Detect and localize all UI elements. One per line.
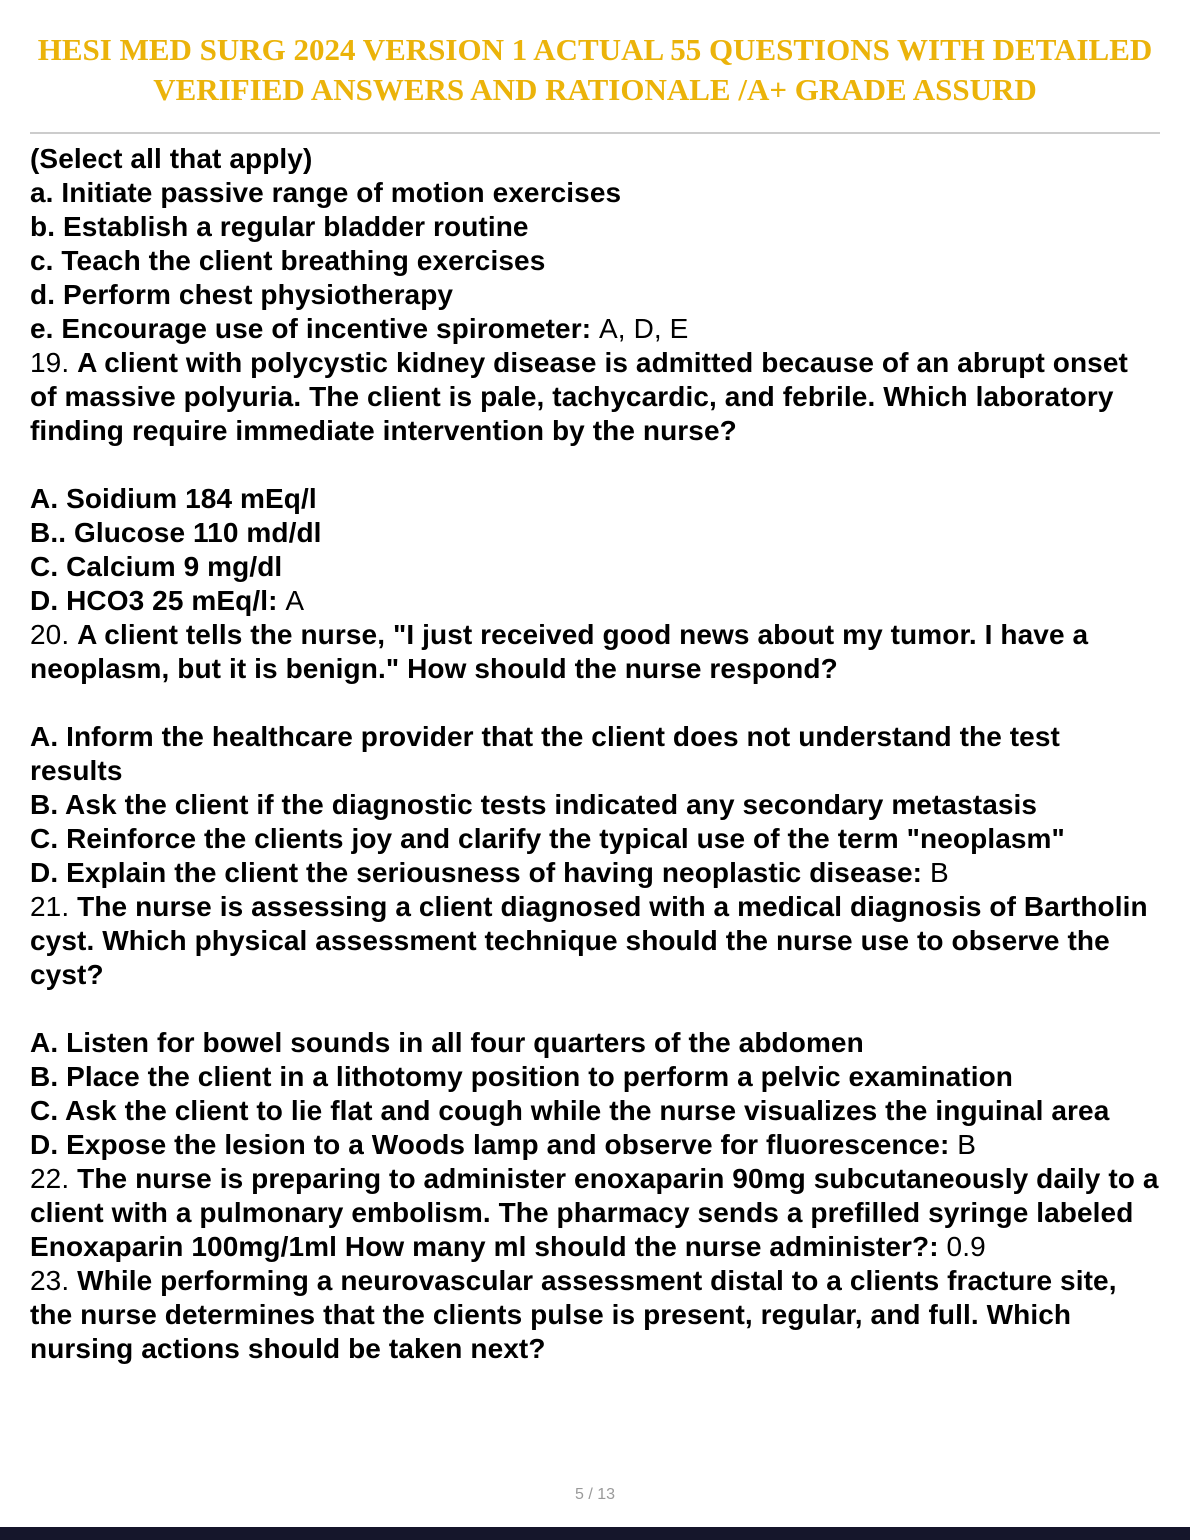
question-text: The nurse is preparing to administer enoxaparin 90mg subcutaneously daily to a client with a pulmonary embolism. The pharmacy sends a prefilled syringe labeled Enoxaparin 100mg/1ml How many ml should the nurse administer?: <box>30 1163 1159 1262</box>
option-text: B.. Glucose 110 md/dl <box>30 517 322 548</box>
option-line-c <box>30 550 1160 584</box>
option-text: A. Soidium 184 mEq/l <box>30 483 317 514</box>
option-line-d <box>30 584 1160 618</box>
question-20 <box>30 618 1160 686</box>
option-line-d <box>30 1128 1160 1162</box>
document-title-line1: HESI MED SURG 2024 VERSION 1 ACTUAL 55 QUESTIONS WITH DETAILED <box>37 32 1153 67</box>
option-text: c. Teach the client breathing exercises <box>30 245 546 276</box>
option-text: A. Inform the healthcare provider that the client does not understand the test results <box>30 721 1060 786</box>
option-text: A. Listen for bowel sounds in all four quarters of the abdomen <box>30 1027 864 1058</box>
question-text: A client with polycystic kidney disease is admitted because of an abrupt onset of massive polyuria. The client is pale, tachycardic, and febrile. Which laboratory finding require immediate intervention by the nurse? <box>30 347 1128 446</box>
title-divider <box>30 132 1160 134</box>
option-text: e. Encourage use of incentive spirometer: <box>30 313 600 344</box>
question-number: 22. <box>30 1163 78 1194</box>
document-title-line2: VERIFIED ANSWERS AND RATIONALE /A+ GRADE ASSURD <box>153 72 1037 107</box>
page-number: 5 / 13 <box>574 1486 616 1503</box>
option-text: D. Explain the client the seriousness of having neoplastic disease: <box>30 857 930 888</box>
question-21 <box>30 890 1160 992</box>
spacer <box>30 992 1160 1026</box>
answer-text: B <box>957 1129 977 1160</box>
option-line-b <box>30 788 1160 822</box>
option-line-d <box>30 856 1160 890</box>
question-text: The nurse is assessing a client diagnosed with a medical diagnosis of Bartholin cyst. Which physical assessment technique should the nurse use to observe the cyst? <box>30 891 1148 990</box>
option-text: D. HCO3 25 mEq/l: <box>30 585 286 616</box>
option-line-a <box>30 482 1160 516</box>
question-23 <box>30 1264 1160 1366</box>
option-text: C. Ask the client to lie flat and cough while the nurse visualizes the inguinal area <box>30 1095 1110 1126</box>
option-line-b <box>30 516 1160 550</box>
question-number: 20. <box>30 619 78 650</box>
bottom-bar <box>0 1527 1190 1540</box>
option-line-c <box>30 1094 1160 1128</box>
question-22 <box>30 1162 1160 1264</box>
option-text: B. Ask the client if the diagnostic tests indicated any secondary metastasis <box>30 789 1038 820</box>
instruction-line <box>30 142 1160 176</box>
option-line-c <box>30 244 1160 278</box>
option-text: D. Expose the lesion to a Woods lamp and observe for fluorescence: <box>30 1129 958 1160</box>
option-text: d. Perform chest physiotherapy <box>30 279 454 310</box>
answer-text: 0.9 <box>946 1231 986 1262</box>
question-number: 23. <box>30 1265 78 1296</box>
option-text: C. Reinforce the clients joy and clarify the typical use of the term "neoplasm" <box>30 823 1065 854</box>
answer-text: B <box>929 857 949 888</box>
option-text: b. Establish a regular bladder routine <box>30 211 529 242</box>
spacer <box>30 448 1160 482</box>
option-line-a <box>30 1026 1160 1060</box>
option-text: C. Calcium 9 mg/dl <box>30 551 283 582</box>
document-body <box>30 142 1160 1366</box>
spacer <box>30 686 1160 720</box>
option-line-b <box>30 210 1160 244</box>
question-number: 21. <box>30 891 78 922</box>
option-line-a <box>30 176 1160 210</box>
answer-text: A <box>285 585 305 616</box>
option-line-d <box>30 278 1160 312</box>
option-line-c <box>30 822 1160 856</box>
option-text: a. Initiate passive range of motion exercises <box>30 177 622 208</box>
option-line-a <box>30 720 1160 788</box>
answer-text: A, D, E <box>599 313 689 344</box>
document-title <box>30 30 1160 110</box>
question-number: 19. <box>30 347 78 378</box>
option-line-b <box>30 1060 1160 1094</box>
question-text: A client tells the nurse, "I just received good news about my tumor. I have a neoplasm, but it is benign." How should the nurse respond? <box>30 619 1089 684</box>
instruction-text: (Select all that apply) <box>30 143 313 174</box>
question-text: While performing a neurovascular assessment distal to a clients fracture site, the nurse determines that the clients pulse is present, regular, and full. Which nursing actions should be taken next? <box>30 1265 1117 1364</box>
question-19 <box>30 346 1160 448</box>
option-line-e <box>30 312 1160 346</box>
option-text: B. Place the client in a lithotomy position to perform a pelvic examination <box>30 1061 1014 1092</box>
